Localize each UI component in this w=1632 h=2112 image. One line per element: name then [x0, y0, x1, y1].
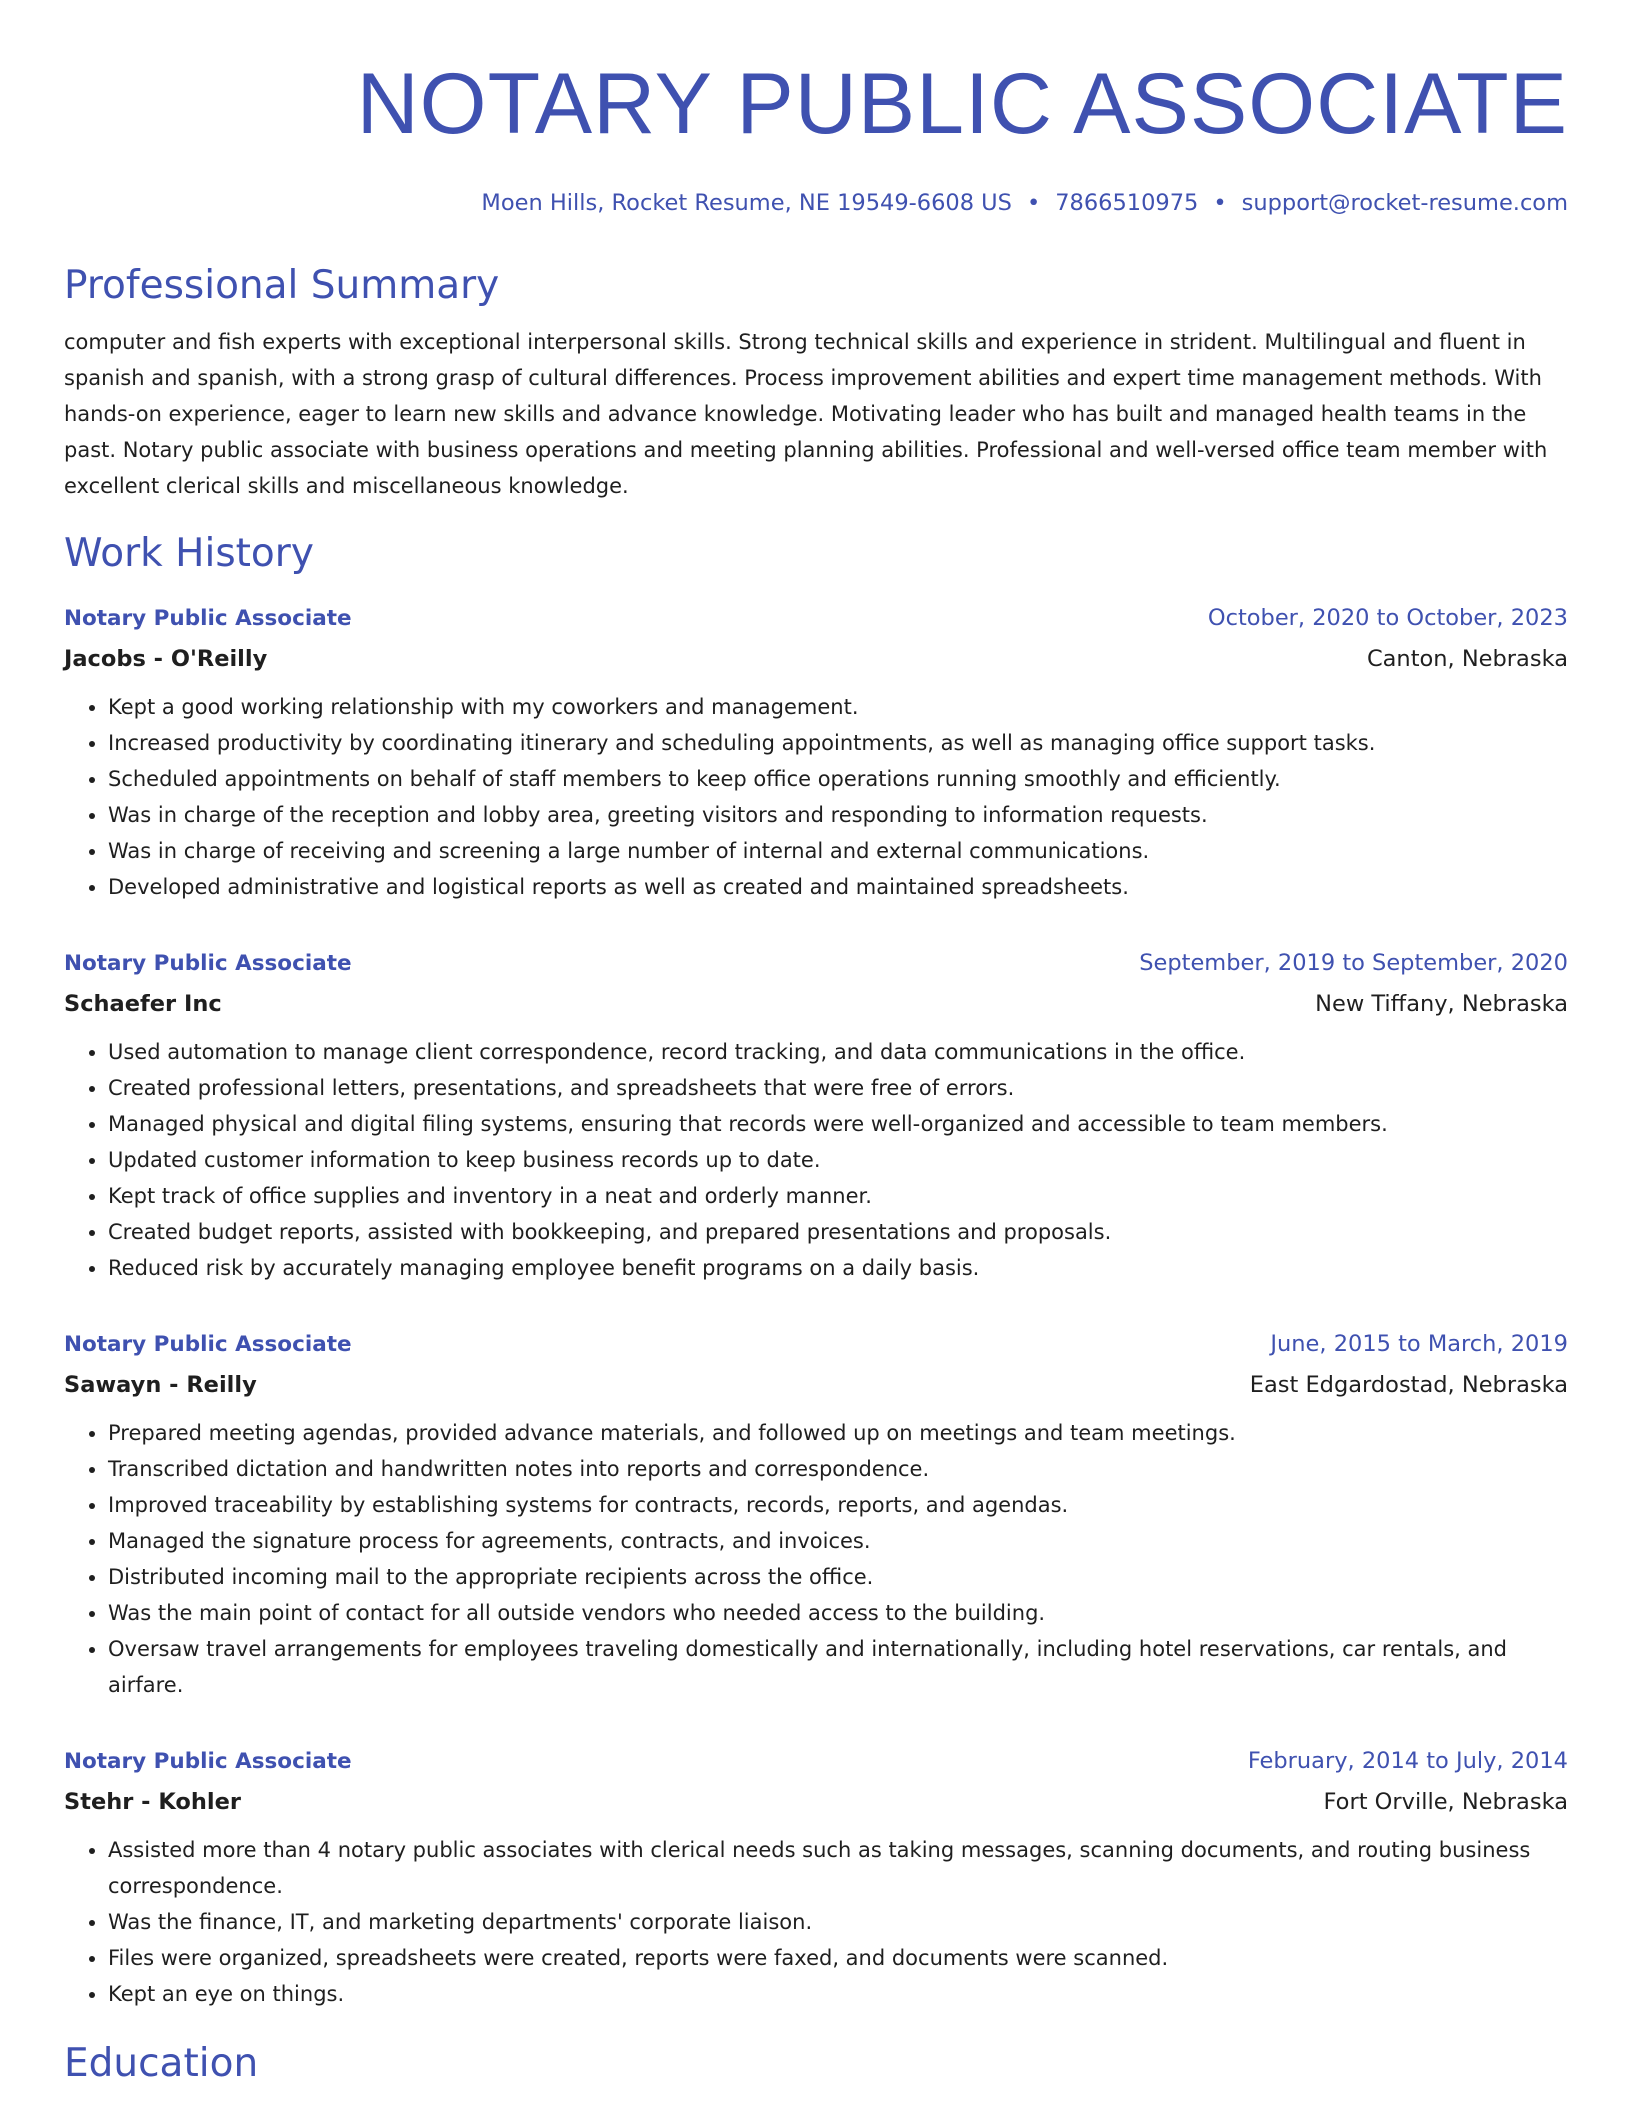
summary-text: computer and fish experts with exceptional interpersonal skills. Strong technical skills and experience in strident. Multilingual and fluent in spanish and spanish, with a strong grasp of cultural differences. Process improvement abilities and expert time management methods. With hands-on experience, eager to learn new skills and advance knowledge. Motivating leader who has built and managed health teams in the past. Notary public associate with business operations and meeting planning abilities. Professional and well-versed office team member with excellent clerical skills and miscellaneous knowledge. — [64, 330, 1548, 498]
job-bullet: • Updated customer information to keep business records up to date. — [108, 1142, 1568, 1178]
job-entry — [64, 1324, 1568, 1703]
job-bullet: • Created professional letters, presentations, and spreadsheets that were free of errors. — [108, 1070, 1568, 1106]
job-bullet: • Increased productivity by coordinating itinerary and scheduling appointments, as well as managing office support tasks. — [108, 725, 1568, 761]
job-bullet: • Managed physical and digital filing systems, ensuring that records were well-organized and accessible to team members. — [108, 1106, 1568, 1142]
job-dates: February, 2014 to July, 2014 — [1247, 1748, 1568, 1774]
job-company-row — [64, 1365, 1568, 1405]
job-company: Schaefer Inc — [64, 991, 222, 1017]
job-bullet-list — [64, 689, 1568, 905]
job-header-row — [64, 1324, 1568, 1365]
job-bullet: • Reduced risk by accurately managing employee benefit programs on a daily basis. — [108, 1250, 1568, 1286]
job-company-row — [64, 984, 1568, 1024]
contact-separator: • — [1213, 190, 1227, 216]
resume-header — [64, 0, 1568, 218]
job-bullet: • Was in charge of receiving and screening a large number of internal and external communications. — [108, 833, 1568, 869]
work-history-section — [64, 530, 1568, 2012]
job-bullet: • Developed administrative and logistical reports as well as created and maintained spreadsheets. — [108, 869, 1568, 905]
job-dates: September, 2019 to September, 2020 — [1139, 950, 1568, 976]
job-location: East Edgardostad, Nebraska — [1249, 1372, 1568, 1398]
education-heading: Education — [64, 2041, 259, 2086]
work-history-heading: Work History — [64, 531, 314, 576]
contact-line — [64, 188, 1568, 218]
education-section — [64, 2040, 1568, 2088]
job-bullet: • Files were organized, spreadsheets were created, reports were faxed, and documents were scanned. — [108, 1940, 1568, 1976]
job-company-row — [64, 639, 1568, 679]
summary-section — [64, 262, 1568, 504]
job-location: Canton, Nebraska — [1366, 646, 1568, 672]
resume-name: NOTARY PUBLIC ASSOCIATE — [356, 56, 1568, 152]
job-bullet: • Transcribed dictation and handwritten notes into reports and correspondence. — [108, 1451, 1568, 1487]
job-company: Sawayn - Reilly — [64, 1372, 257, 1398]
job-title: Notary Public Associate — [64, 1749, 352, 1774]
contact-address: Moen Hills, Rocket Resume, NE 19549-6608 US — [481, 190, 1012, 216]
job-bullet: • Improved traceability by establishing systems for contracts, records, reports, and agendas. — [108, 1487, 1568, 1523]
job-company: Stehr - Kohler — [64, 1789, 241, 1815]
contact-email[interactable]: support@rocket-resume.com — [1241, 190, 1568, 216]
job-bullet: • Scheduled appointments on behalf of staff members to keep office operations running smoothly and efficiently. — [108, 761, 1568, 797]
job-dates: October, 2020 to October, 2023 — [1207, 605, 1568, 631]
job-bullet: • Created budget reports, assisted with bookkeeping, and prepared presentations and proposals. — [108, 1214, 1568, 1250]
summary-heading: Professional Summary — [64, 263, 500, 308]
job-header-row — [64, 943, 1568, 984]
job-bullet: • Was the main point of contact for all outside vendors who needed access to the building. — [108, 1595, 1568, 1631]
contact-phone: 7866510975 — [1055, 190, 1199, 216]
job-bullet: • Was the finance, IT, and marketing departments' corporate liaison. — [108, 1904, 1568, 1940]
job-bullet: • Distributed incoming mail to the appropriate recipients across the office. — [108, 1559, 1568, 1595]
job-bullet: • Was in charge of the reception and lobby area, greeting visitors and responding to information requests. — [108, 797, 1568, 833]
job-location: New Tiffany, Nebraska — [1315, 991, 1568, 1017]
job-bullet: • Managed the signature process for agreements, contracts, and invoices. — [108, 1523, 1568, 1559]
job-bullet-list — [64, 1832, 1568, 2012]
job-header-row — [64, 1741, 1568, 1782]
job-dates: June, 2015 to March, 2019 — [1270, 1331, 1568, 1357]
job-title: Notary Public Associate — [64, 606, 352, 631]
job-location: Fort Orville, Nebraska — [1323, 1789, 1568, 1815]
job-bullet: • Oversaw travel arrangements for employees traveling domestically and internationally, including hotel reservations, car rentals, and airfare. — [108, 1631, 1568, 1703]
job-title: Notary Public Associate — [64, 951, 352, 976]
job-title: Notary Public Associate — [64, 1332, 352, 1357]
job-company-row — [64, 1782, 1568, 1822]
contact-separator: • — [1026, 190, 1041, 216]
job-entry — [64, 598, 1568, 905]
job-bullet-list — [64, 1034, 1568, 1286]
job-company: Jacobs - O'Reilly — [64, 646, 268, 672]
job-list — [64, 598, 1568, 2012]
job-bullet: • Kept a good working relationship with my coworkers and management. — [108, 689, 1568, 725]
job-bullet-list — [64, 1415, 1568, 1703]
job-bullet: • Kept track of office supplies and inventory in a neat and orderly manner. — [108, 1178, 1568, 1214]
job-entry — [64, 943, 1568, 1286]
job-bullet: • Assisted more than 4 notary public associates with clerical needs such as taking messages, scanning documents, and routing business correspondence. — [108, 1832, 1568, 1904]
job-bullet: • Kept an eye on things. — [108, 1976, 1568, 2012]
job-entry — [64, 1741, 1568, 2012]
job-bullet: • Prepared meeting agendas, provided advance materials, and followed up on meetings and team meetings. — [108, 1415, 1568, 1451]
job-bullet: • Used automation to manage client correspondence, record tracking, and data communications in the office. — [108, 1034, 1568, 1070]
job-header-row — [64, 598, 1568, 639]
